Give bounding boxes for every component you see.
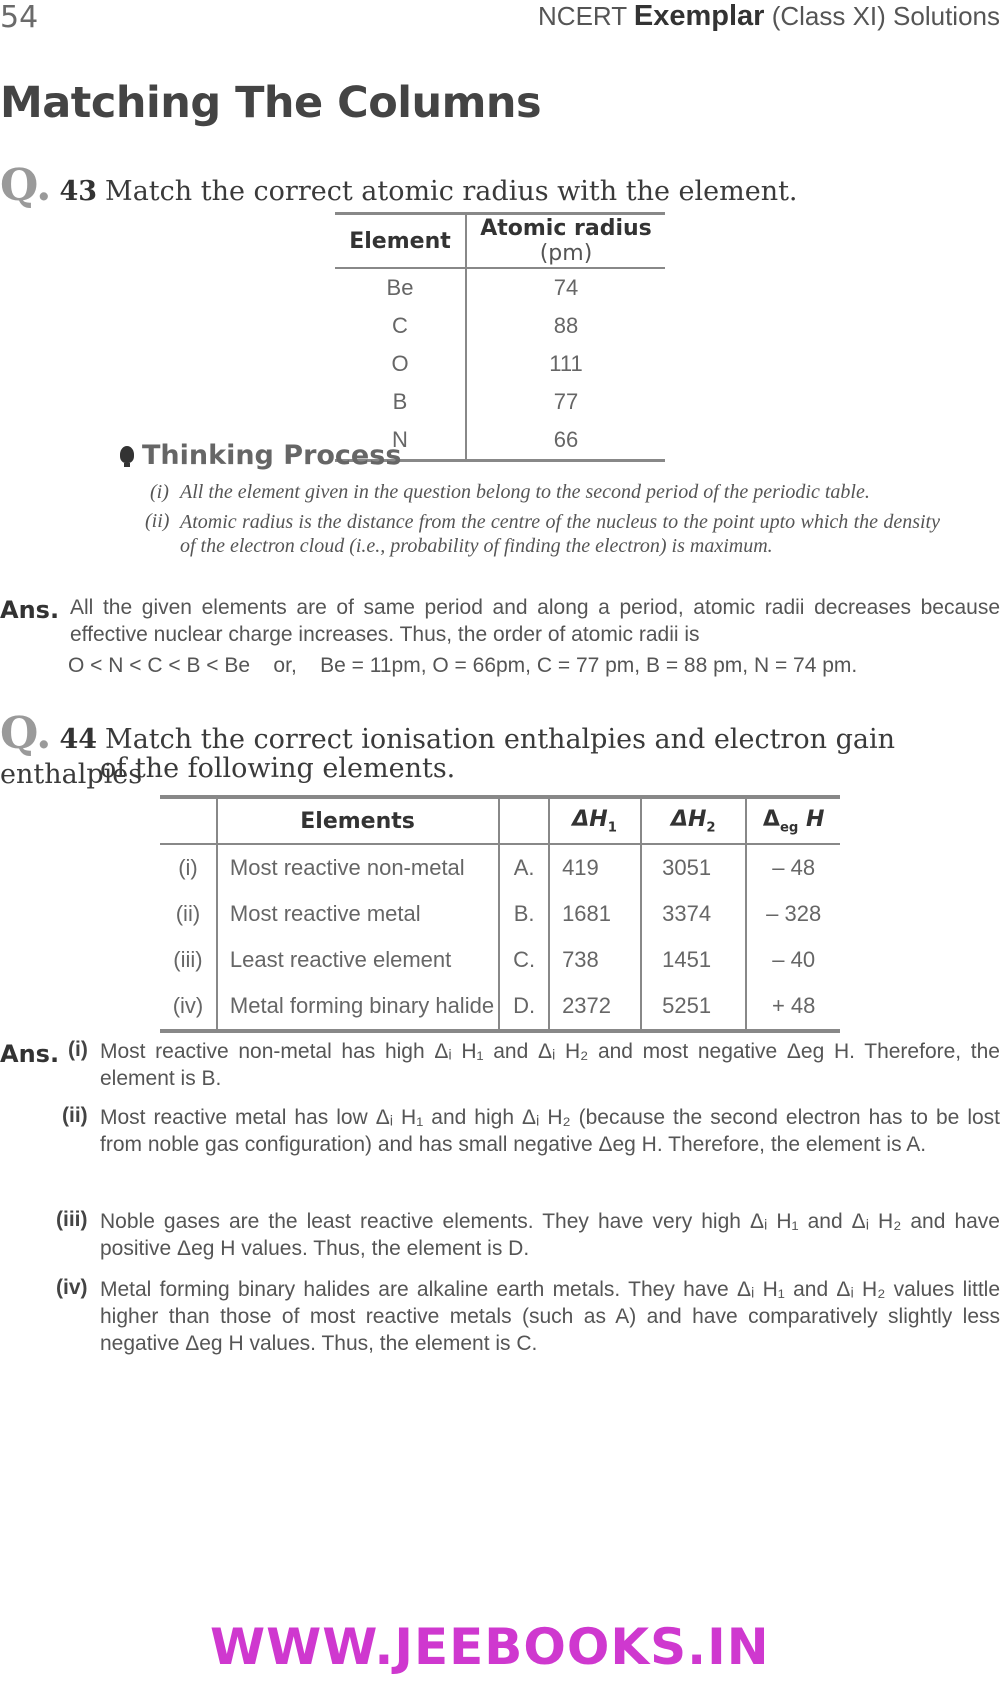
- atomic-radius-table: [335, 212, 665, 462]
- table-row: [335, 307, 665, 345]
- radius-cell: 66: [466, 421, 665, 461]
- table-row: [335, 345, 665, 383]
- thinking-process-heading: Thinking Process: [120, 440, 401, 471]
- answer-item-label: (iii): [56, 1208, 88, 1231]
- book-suffix: (Class XI) Solutions: [771, 1, 1000, 31]
- column-header-element: Element: [335, 214, 466, 269]
- thinking-item-number: (ii): [145, 510, 170, 532]
- footer-watermark: WWW.JEEBOOKS.IN: [210, 1618, 770, 1676]
- answer-label: Ans.: [0, 596, 60, 624]
- question-mark-icon: Q.: [0, 160, 52, 211]
- table-header-row: [160, 797, 840, 844]
- book-prefix: NCERT: [538, 1, 627, 31]
- table-row: (i) Most reactive non-metal A. 419 3051 – 48: [160, 844, 840, 891]
- element-cell: B: [335, 383, 466, 421]
- book-title-bold: Exemplar: [633, 0, 765, 32]
- question-number: 44: [59, 724, 98, 755]
- element-cell: C: [335, 307, 466, 345]
- element-cell: Be: [335, 268, 466, 307]
- column-header-elements: Elements: [217, 797, 499, 844]
- thinking-item-number: (i): [150, 481, 169, 503]
- question-text: Match the correct ionisation enthalpies and electron gain enthalpies: [0, 724, 895, 790]
- answer-item-label: (iv): [56, 1276, 88, 1299]
- table-row: [335, 268, 665, 307]
- table-row: (ii) Most reactive metal B. 1681 3374 – 328: [160, 891, 840, 937]
- page-number: 54: [0, 0, 39, 35]
- thinking-item-text: All the element given in the question belong to the second period of the periodic table.: [180, 481, 870, 503]
- radius-cell: 74: [553, 275, 579, 300]
- lightbulb-icon: [120, 446, 134, 463]
- question-43: [0, 160, 798, 211]
- column-header-h2: $\Delta H_2$: [641, 797, 746, 844]
- radius-cell: 77: [553, 389, 579, 414]
- question-text: Match the correct atomic radius with the element.: [105, 176, 798, 207]
- answer-item-text: Most reactive non-metal has high Δᵢ H₁ and Δᵢ H₂ and most negative Δeg H. Therefore, the element is B.: [100, 1040, 1000, 1090]
- answer-item-text: Noble gases are the least reactive elements. They have very high Δᵢ H₁ and Δᵢ H₂ and have positive Δeg H values. Thus, the element is D.: [100, 1210, 1000, 1260]
- running-head: [538, 0, 1000, 33]
- answer-item-text: Metal forming binary halides are alkaline earth metals. They have Δᵢ H₁ and Δᵢ H₂ values little higher than those of most reactive metals (such as A) and have comparatively slightly less negative Δeg H values. Thus, the element is C.: [100, 1278, 1000, 1355]
- answer-order: O < N < C < B < Be or, Be = 11pm, O = 66pm, C = 77 pm, B = 88 pm, N = 74 pm.: [68, 654, 858, 677]
- table-row: (iii) Least reactive element C. 738 1451 – 40: [160, 937, 840, 983]
- table-row: (iv) Metal forming binary halide D. 2372 5251 + 48: [160, 983, 840, 1031]
- answer-item-text: Most reactive metal has low Δᵢ H₁ and high Δᵢ H₂ (because the second electron has to be lost from noble gas configuration) and has small negative Δeg H. Therefore, the element is A.: [100, 1106, 1000, 1156]
- table-row: [335, 383, 665, 421]
- radius-cell: 111: [549, 351, 583, 376]
- table-header-row: [335, 214, 665, 269]
- column-header-heg: $\Delta_{eg}$ H: [746, 797, 840, 844]
- question-text-continued: of the following elements.: [100, 753, 456, 784]
- answer-text: All the given elements are of same period and along a period, atomic radii decreases because effective nuclear charge increases. Thus, the order of atomic radii is: [70, 596, 1000, 646]
- thinking-item-text: Atomic radius is the distance from the centre of the nucleus to the point upto which the density of the electron cloud (i.e., probability of finding the electron) is maximum.: [180, 511, 940, 557]
- answer-item-label: (i): [68, 1038, 88, 1061]
- answer-label: Ans.: [0, 1040, 60, 1068]
- section-title: Matching The Columns: [0, 78, 542, 128]
- element-cell: O: [335, 345, 466, 383]
- column-header-atomic-radius: Atomic radius (pm): [466, 214, 665, 269]
- question-mark-icon: Q.: [0, 708, 52, 759]
- enthalpy-table: [160, 795, 840, 1033]
- element-cell: N: [335, 421, 466, 461]
- radius-cell: 88: [553, 313, 579, 338]
- answer-item-label: (ii): [62, 1104, 88, 1127]
- question-number: 43: [59, 176, 98, 207]
- column-header-h1: $\Delta H_1$: [549, 797, 641, 844]
